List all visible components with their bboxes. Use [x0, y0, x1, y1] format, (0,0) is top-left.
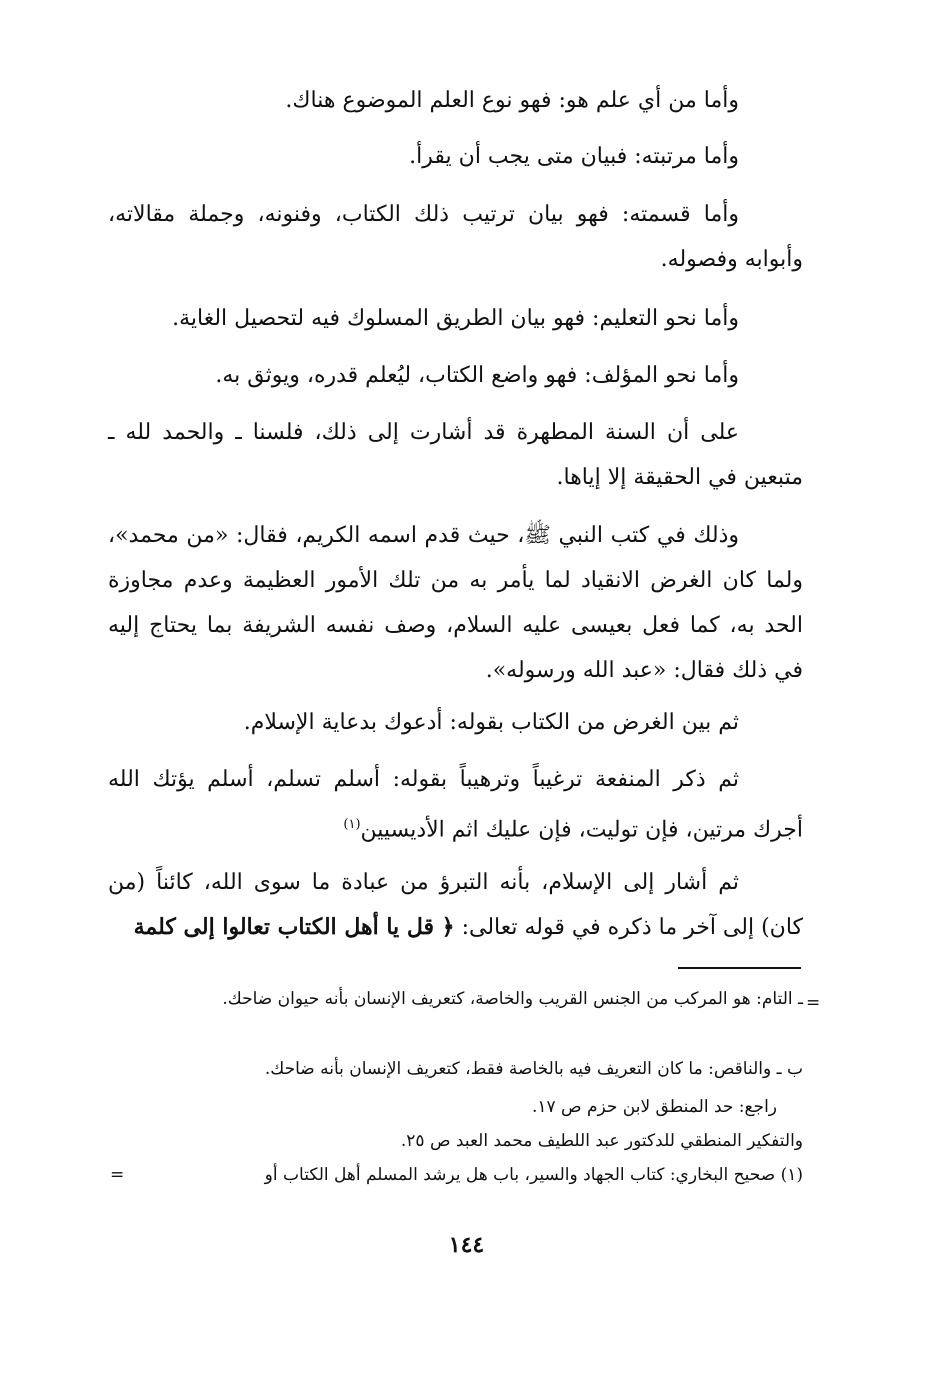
footnote-5: (١) صحيح البخاري: كتاب الجهاد والسير، باب هل يرشد المسلم أهل الكتاب أو — [264, 1165, 803, 1185]
paragraph-8: ثم بين الغرض من الكتاب بقوله: أدعوك بدعاية الإسلام. — [243, 710, 739, 735]
paragraph-7: وذلك في كتب النبي ﷺ، حيث قدم اسمه الكريم، فقال: «من محمد»، ولما كان الغرض الانقياد لما يأمر به من تلك الأمور العظيمة وعدم مجاوزة الحد به، كما فعل بعيسى عليه السلام، وصف نفسه الشريفة بما يحتاج إليه في ذلك فقال: «عبد الله ورسوله». — [108, 523, 803, 683]
paragraph-6: على أن السنة المطهرة قد أشارت إلى ذلك، فلسنا ـ والحمد لله ـ متبعين في الحقيقة إلا إياها. — [108, 420, 803, 490]
footnote-3: راجع: حد المنطق لابن حزم ص ١٧. — [531, 1097, 777, 1117]
footnote-1: ـ التام: هو المركب من الجنس القريب والخاصة، كتعريف الإنسان بأنه حيوان ضاحك. — [222, 989, 803, 1009]
footnote-4: والتفكير المنطقي للدكتور عبد اللطيف محمد العبد ص ٢٥. — [400, 1131, 803, 1151]
page-number: ١٤٤ — [448, 1232, 485, 1258]
footnote-ref: (١) — [343, 817, 361, 832]
paragraph-9: ثم ذكر المنفعة ترغيباً وترهيباً بقوله: أسلم تسلم، أسلم يؤتك الله أجرك مرتين، فإن توليت، فإن عليك اثم الأديسيين$^{(١)}$ — [108, 767, 803, 843]
paragraph-2: وأما مرتبته: فبيان متى يجب أن يقرأ. — [409, 144, 739, 169]
paragraph-10: ثم أشار إلى الإسلام، بأنه التبرؤ من عبادة ما سوى الله، كائناً (من كان) إلى آخر ما ذكره في قوله تعالى: ﴿ قل يا أهل الكتاب تعالوا إلى كلمة — [108, 870, 803, 940]
footnote-2: ب ـ والناقص: ما كان التعريف فيه بالخاصة فقط، كتعريف الإنسان بأنه ضاحك. — [264, 1059, 803, 1079]
paragraph-3: وأما قسمته: فهو بيان ترتيب ذلك الكتاب، وفنونه، وجملة مقالاته، وأبوابه وفصوله. — [108, 202, 803, 272]
continuation-mark-top: = — [806, 993, 821, 1013]
paragraph-5: وأما نحو المؤلف: فهو واضع الكتاب، ليُعلم قدره، ويوثق به. — [215, 363, 739, 388]
quran-verse: ﴿ قل يا أهل الكتاب تعالوا إلى كلمة — [133, 914, 455, 940]
paragraph-1: وأما من أي علم هو: فهو نوع العلم الموضوع هناك. — [285, 88, 739, 113]
paragraph-4: وأما نحو التعليم: فهو بيان الطريق المسلوك فيه لتحصيل الغاية. — [172, 306, 739, 331]
footnote-divider — [678, 967, 801, 969]
continuation-mark-bottom: = — [110, 1165, 125, 1185]
